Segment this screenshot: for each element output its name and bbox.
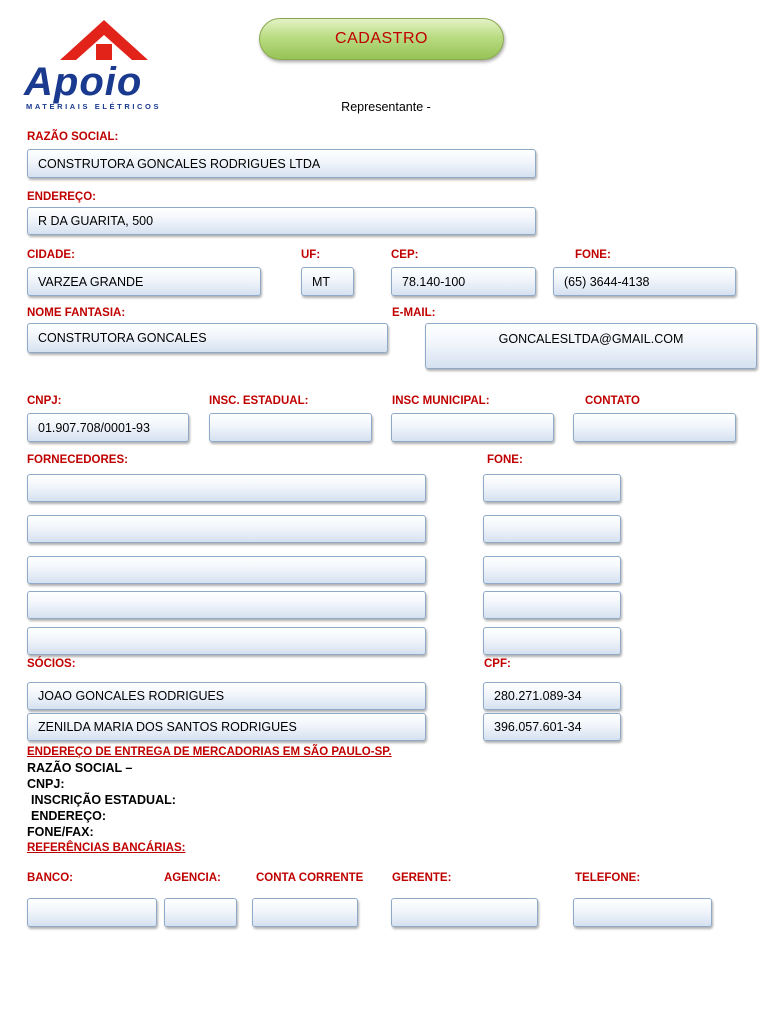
insc-estadual-field[interactable] bbox=[209, 413, 372, 442]
socios-label: SÓCIOS: bbox=[27, 658, 76, 670]
conta-corrente-label: CONTA CORRENTE bbox=[256, 872, 364, 884]
fornecedor-fone-field[interactable] bbox=[483, 474, 621, 502]
fornecedor-fone-field[interactable] bbox=[483, 556, 621, 584]
entrega-endereco-label: ENDEREÇO: bbox=[31, 809, 107, 823]
gerente-field[interactable] bbox=[391, 898, 538, 927]
email-field[interactable]: GONCALESLTDA@GMAIL.COM bbox=[425, 323, 757, 369]
socio-nome-field[interactable]: JOAO GONCALES RODRIGUES bbox=[27, 682, 426, 710]
representante-label: Representante - bbox=[341, 100, 431, 114]
fone-label: FONE: bbox=[575, 249, 611, 261]
cidade-field[interactable]: VARZEA GRANDE bbox=[27, 267, 261, 296]
email-label: E-MAIL: bbox=[392, 307, 436, 319]
gerente-label: GERENTE: bbox=[392, 872, 452, 884]
banco-field[interactable] bbox=[27, 898, 157, 927]
endereco-label: ENDEREÇO: bbox=[27, 191, 97, 203]
brand-name: Apoio bbox=[24, 60, 143, 104]
entrega-cnpj-label: CNPJ: bbox=[27, 777, 65, 791]
cep-field[interactable]: 78.140-100 bbox=[391, 267, 536, 296]
insc-municipal-field[interactable] bbox=[391, 413, 554, 442]
banco-label: BANCO: bbox=[27, 872, 73, 884]
page-title: CADASTRO bbox=[259, 18, 504, 60]
insc-municipal-label: INSC MUNICIPAL: bbox=[392, 395, 490, 407]
uf-label: UF: bbox=[301, 249, 321, 261]
telefone-label: TELEFONE: bbox=[575, 872, 641, 884]
conta-corrente-field[interactable] bbox=[252, 898, 358, 927]
telefone-field[interactable] bbox=[573, 898, 712, 927]
contato-label: CONTATO bbox=[585, 395, 640, 407]
brand-tagline: MATERIAIS ELÉTRICOS bbox=[26, 102, 162, 111]
fornecedor-nome-field[interactable] bbox=[27, 515, 426, 543]
entrega-heading: ENDEREÇO DE ENTREGA DE MERCADORIAS EM SÃO PAULO-SP. bbox=[27, 746, 392, 758]
fornecedor-nome-field[interactable] bbox=[27, 556, 426, 584]
entrega-razao-social-label: RAZÃO SOCIAL – bbox=[27, 761, 133, 775]
fornecedor-nome-field[interactable] bbox=[27, 627, 426, 655]
fornecedor-fone-field[interactable] bbox=[483, 515, 621, 543]
socio-cpf-field[interactable]: 396.057.601-34 bbox=[483, 713, 621, 741]
cidade-label: CIDADE: bbox=[27, 249, 75, 261]
contato-field[interactable] bbox=[573, 413, 736, 442]
agencia-field[interactable] bbox=[164, 898, 237, 927]
socio-nome-field[interactable]: ZENILDA MARIA DOS SANTOS RODRIGUES bbox=[27, 713, 426, 741]
entrega-fone-fax-label: FONE/FAX: bbox=[27, 825, 94, 839]
bancarias-heading: REFERÊNCIAS BANCÁRIAS: bbox=[27, 842, 186, 854]
entrega-inscricao-label: INSCRIÇÃO ESTADUAL: bbox=[31, 793, 176, 807]
uf-field[interactable]: MT bbox=[301, 267, 354, 296]
razao-social-field[interactable]: CONSTRUTORA GONCALES RODRIGUES LTDA bbox=[27, 149, 536, 178]
agencia-label: AGENCIA: bbox=[164, 872, 221, 884]
nome-fantasia-label: NOME FANTASIA: bbox=[27, 307, 126, 319]
cnpj-field[interactable]: 01.907.708/0001-93 bbox=[27, 413, 189, 442]
nome-fantasia-field[interactable]: CONSTRUTORA GONCALES bbox=[27, 323, 388, 353]
fornecedor-nome-field[interactable] bbox=[27, 591, 426, 619]
cep-label: CEP: bbox=[391, 249, 419, 261]
fornecedor-fone-field[interactable] bbox=[483, 627, 621, 655]
razao-social-label: RAZÃO SOCIAL: bbox=[27, 131, 119, 143]
insc-estadual-label: INSC. ESTADUAL: bbox=[209, 395, 309, 407]
fone-field[interactable]: (65) 3644-4138 bbox=[553, 267, 736, 296]
fornecedores-fone-label: FONE: bbox=[487, 454, 523, 466]
fornecedores-label: FORNECEDORES: bbox=[27, 454, 128, 466]
endereco-field[interactable]: R DA GUARITA, 500 bbox=[27, 207, 536, 235]
cpf-label: CPF: bbox=[484, 658, 511, 670]
fornecedor-fone-field[interactable] bbox=[483, 591, 621, 619]
roof-icon bbox=[56, 18, 152, 62]
cnpj-label: CNPJ: bbox=[27, 395, 62, 407]
fornecedor-nome-field[interactable] bbox=[27, 474, 426, 502]
socio-cpf-field[interactable]: 280.271.089-34 bbox=[483, 682, 621, 710]
